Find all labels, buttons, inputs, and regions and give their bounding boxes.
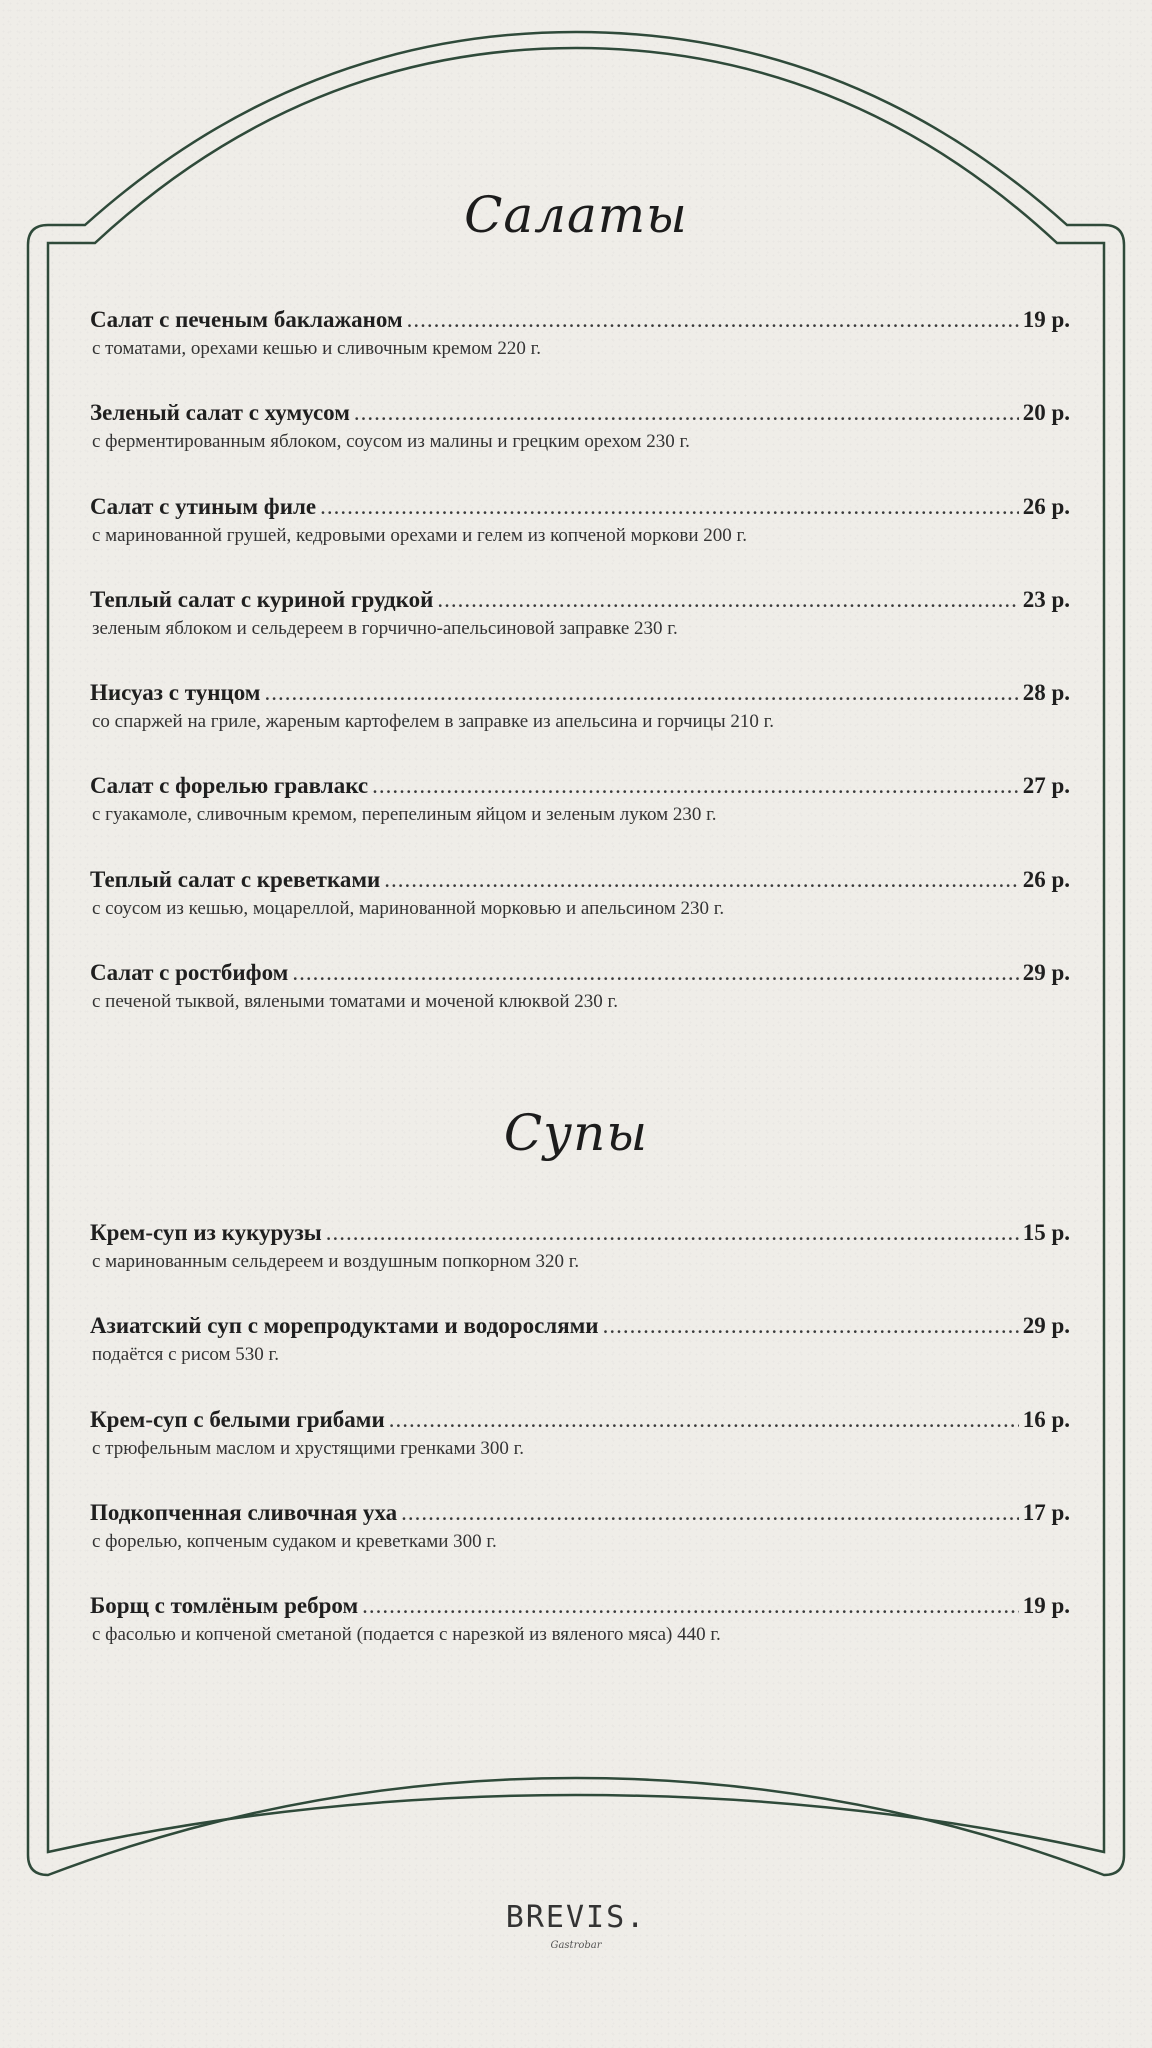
item-name: Нисуаз с тунцом [90, 680, 261, 706]
item-name: Азиатский суп с морепродуктами и водорослями [90, 1313, 599, 1339]
menu-item [90, 771, 1070, 864]
dot-leader [401, 1498, 1019, 1528]
menu-item [90, 678, 1070, 771]
menu-item [90, 1405, 1070, 1498]
item-description: с печеной тыквой, вялеными томатами и моченой клюквой 230 г. [92, 991, 618, 1013]
item-price: 29 р. [1022, 1313, 1070, 1339]
section-title-salads: Салаты [464, 186, 688, 244]
menu-item [90, 398, 1070, 491]
soups-list [90, 1218, 1070, 1684]
item-name: Салат с печеным баклажаном [90, 307, 403, 332]
item-description: с соусом из кешью, моцареллой, маринованной морковью и апельсином 230 г. [92, 897, 725, 919]
item-description: с маринованным сельдереем и воздушным попкорном 320 г. [92, 1251, 580, 1272]
menu-item [90, 1591, 1070, 1684]
item-description: с форелью, копченым судаком и креветками 300 г. [92, 1530, 497, 1552]
menu-item [90, 958, 1070, 1051]
menu-item [90, 492, 1070, 585]
menu-item [90, 865, 1070, 958]
item-name: Салат с ростбифом [90, 960, 289, 986]
dot-leader [362, 1591, 1019, 1621]
section-title-soups: Супы [503, 1104, 649, 1162]
item-description: с фасолью и копченой сметаной (подается с нарезкой из вяленого мяса) 440 г. [92, 1624, 721, 1646]
item-name: Подкопченная сливочная уха [90, 1499, 398, 1525]
dot-leader [292, 958, 1018, 988]
menu-item [90, 1311, 1070, 1404]
item-name: Теплый салат с куриной грудкой [90, 586, 434, 612]
dot-leader [320, 492, 1019, 522]
menu-item [90, 1218, 1070, 1311]
item-description: с трюфельным маслом и хрустящими гренками 300 г. [92, 1437, 525, 1459]
brand-subtitle: Gastrobar [550, 1940, 602, 1951]
brand-logo: BREVIS. [505, 1900, 647, 1935]
dot-leader [384, 865, 1018, 895]
item-price: 26 р. [1022, 493, 1070, 519]
dot-leader [354, 398, 1019, 428]
item-description: со спаржей на гриле, жареным картофелем в заправке из апельсина и горчицы 210 г. [92, 711, 775, 733]
item-name: Теплый салат с креветками [90, 866, 381, 892]
dot-leader [407, 305, 1019, 335]
item-description: с маринованной грушей, кедровыми орехами и гелем из копченой моркови 200 г. [92, 524, 747, 546]
salads-list [90, 305, 1070, 1051]
item-price: 20 р. [1022, 400, 1070, 426]
dot-leader [389, 1405, 1019, 1435]
item-price: 29 р. [1022, 960, 1070, 986]
item-price: 27 р. [1022, 773, 1070, 799]
item-name: Салат с утиным филе [90, 493, 317, 519]
item-price: 19 р. [1022, 1593, 1070, 1619]
dot-leader [264, 678, 1018, 708]
item-name: Крем-суп с белыми грибами [90, 1406, 385, 1432]
dot-leader [372, 771, 1019, 801]
item-description: подаётся с рисом 530 г. [92, 1344, 279, 1366]
item-description: зеленым яблоком и сельдереем в горчично-апельсиновой заправке 230 г. [92, 617, 678, 639]
item-name: Зеленый салат с хумусом [90, 400, 350, 426]
item-description: с томатами, орехами кешью и сливочным кремом 220 г. [92, 338, 541, 359]
menu-item [90, 585, 1070, 678]
item-price: 15 р. [1022, 1220, 1070, 1245]
item-name: Крем-суп из кукурузы [90, 1220, 322, 1245]
dot-leader [326, 1218, 1019, 1248]
menu-item [90, 1498, 1070, 1591]
item-price: 28 р. [1022, 680, 1070, 706]
item-price: 16 р. [1022, 1406, 1070, 1432]
item-price: 19 р. [1022, 307, 1070, 332]
item-name: Борщ с томлёным ребром [90, 1593, 359, 1619]
item-name: Салат с форелью гравлакс [90, 773, 369, 799]
dot-leader [603, 1311, 1019, 1341]
item-price: 23 р. [1022, 586, 1070, 612]
dot-leader [437, 585, 1018, 615]
item-price: 17 р. [1022, 1499, 1070, 1525]
menu-item [90, 305, 1070, 398]
item-description: с ферментированным яблоком, соусом из малины и грецким орехом 230 г. [92, 431, 690, 453]
item-description: с гуакамоле, сливочным кремом, перепелиным яйцом и зеленым луком 230 г. [92, 804, 717, 826]
item-price: 26 р. [1022, 866, 1070, 892]
